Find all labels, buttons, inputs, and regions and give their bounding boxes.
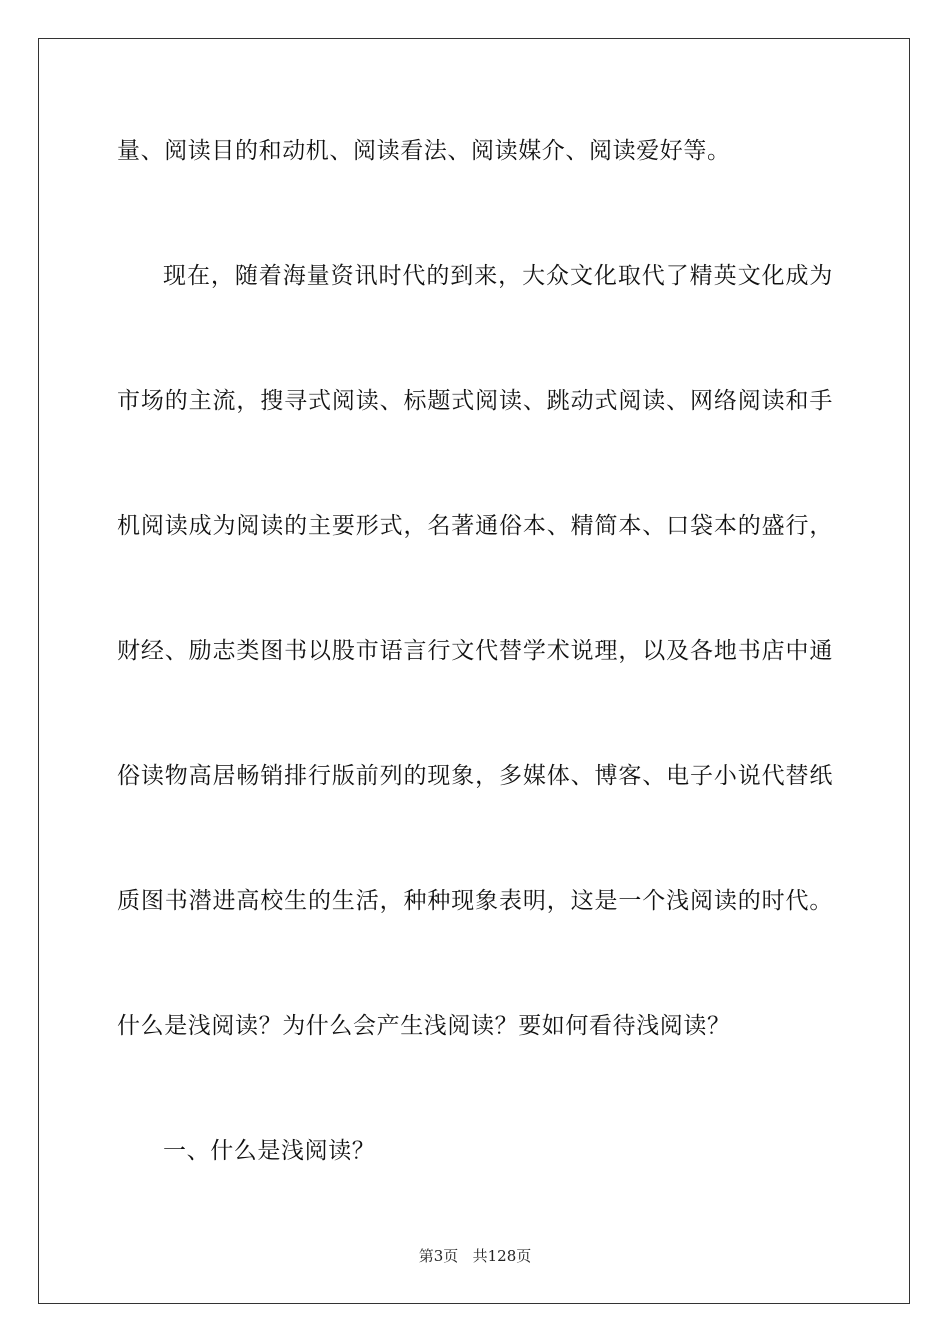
text-line: 质图书潜进高校生的生活，种种现象表明，这是一个浅阅读的时代。	[117, 888, 833, 914]
page-number: 第3页	[418, 1247, 459, 1265]
page-total: 共128页	[472, 1247, 532, 1265]
paragraph-first-line: 现在，随着海量资讯时代的到来，大众文化取代了精英文化成为	[163, 263, 833, 289]
text-line: 市场的主流，搜寻式阅读、标题式阅读、跳动式阅读、网络阅读和手	[117, 388, 833, 414]
text-line: 量、阅读目的和动机、阅读看法、阅读媒介、阅读爱好等。	[117, 138, 731, 164]
section-heading: 一、什么是浅阅读？	[163, 1138, 376, 1164]
text-line: 财经、励志类图书以股市语言行文代替学术说理，以及各地书店中通	[117, 638, 833, 664]
page-footer	[0, 1247, 950, 1265]
text-line: 什么是浅阅读？为什么会产生浅阅读？要如何看待浅阅读？	[117, 1013, 731, 1039]
text-line: 机阅读成为阅读的主要形式，名著通俗本、精简本、口袋本的盛行，	[117, 513, 833, 539]
page-border	[38, 38, 910, 1304]
text-line: 俗读物高居畅销排行版前列的现象，多媒体、博客、电子小说代替纸	[117, 763, 833, 789]
